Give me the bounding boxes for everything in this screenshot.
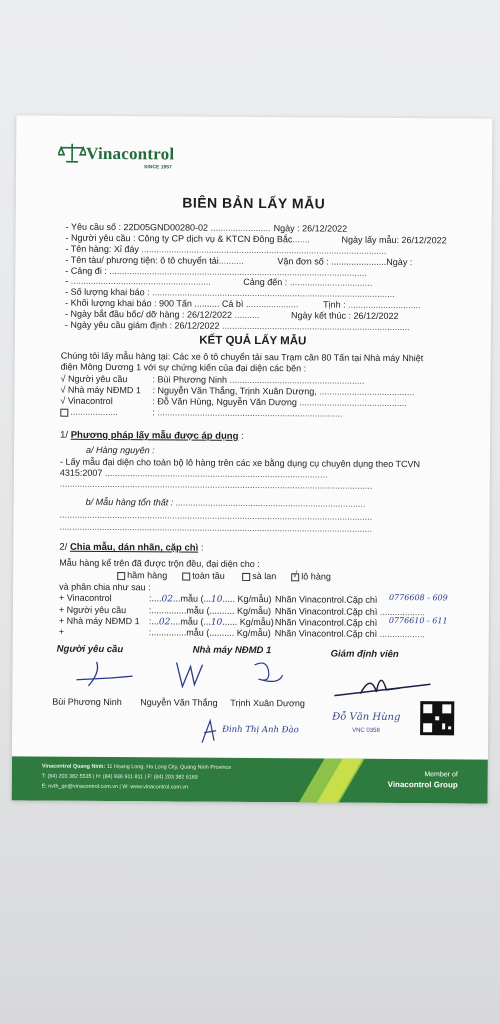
- logo-name: Vinacontrol: [86, 143, 175, 164]
- info-label: Yêu cầu số : 22D05GND00280-02: [70, 221, 209, 233]
- signature-extra-initial: [198, 717, 220, 747]
- info-label: Ngày bắt đầu bốc/ dỡ hàng : 26/12/2022: [70, 308, 233, 320]
- sig-name-factory-1: Nguyễn Văn Thắng: [140, 697, 218, 708]
- info-row: - Khối lượng khai báo : 900 Tấn .......... Cả bì .....................: [65, 297, 299, 310]
- sig-header-requester: Người yêu cầu: [56, 643, 124, 656]
- scales-logo-icon: [58, 142, 86, 164]
- info-right: Cảng đến : .................................: [243, 276, 373, 288]
- sample-seal-label: Nhãn Vinacontrol.Cặp chì ..................: [274, 628, 425, 640]
- split-options: [117, 570, 331, 582]
- sample-who: + Người yêu cầu: [58, 604, 127, 616]
- info-label: Ngày yêu cầu giám định : 26/12/2022: [70, 319, 220, 331]
- info-label: Tên tàu/ phương tiện: ô tô chuyển tải: [70, 254, 219, 266]
- vinacontrol-logo: [58, 142, 175, 171]
- method-b-label: b/ Mẫu hàng tổn thất : ............................................................................: [85, 496, 366, 509]
- party-label: ...................: [60, 407, 118, 418]
- document-sheet: [12, 115, 493, 803]
- qr-code: [420, 701, 454, 735]
- split-intro: Mẫu hàng kể trên đã được trộn đều, đại diện cho :: [59, 557, 260, 570]
- option-ham-hang: hầm hàng: [117, 570, 167, 580]
- sample-qty: :....02...mẫu (...10..... Kg/mẫu): [148, 593, 272, 605]
- split-dist: và phân chia như sau :: [59, 581, 151, 593]
- sample-who: +: [58, 626, 65, 637]
- inspector-stamp-name: Đỗ Văn Hùng: [332, 711, 401, 724]
- info-row: - Ngày bắt đầu bốc/ dỡ hàng : 26/12/2022 ..........: [64, 308, 260, 321]
- info-row: - Người yêu cầu : Công ty CP dịch vụ & KTCN Đông Bắc.......: [65, 232, 310, 245]
- sample-seal: 0776608 - 609: [389, 592, 448, 603]
- option-lo-hang: √ lô hàng: [292, 568, 331, 582]
- sample-seal-label: Nhãn Vinacontrol.Cặp chì: [274, 617, 378, 628]
- intro-line-2: điện Mông Dương 1 với sự chứng kiến của đại diện các bên :: [60, 361, 307, 374]
- sample-qty: :...02....mẫu (...10...... Kg/mẫu): [148, 616, 274, 628]
- info-row: - ........................................................: [65, 275, 211, 287]
- info-label: Khối lượng khai báo : 900 Tấn .......... Cả bì: [70, 297, 244, 309]
- sample-seal-label: Nhãn Vinacontrol.Cặp chì ..................: [274, 606, 425, 618]
- logo-since: SINCE 1957: [144, 164, 172, 171]
- info-row: - Cảng đi : .......................................................................................................: [65, 265, 367, 278]
- result-title: KẾT QUẢ LẤY MẪU: [199, 334, 307, 348]
- method-a-label: a/ Hàng nguyên :: [86, 444, 155, 456]
- dotted-line: .............................................................................................................................: [59, 521, 373, 534]
- dotted-line: .............................................................................................................................: [59, 478, 373, 491]
- signature-factory-2: [248, 657, 288, 693]
- party-value: : Nguyễn Văn Thắng, Trịnh Xuân Dương, ......................................: [152, 385, 415, 398]
- info-label: Tên hàng: Xỉ đáy: [70, 243, 139, 255]
- method-heading: 1/ Phương pháp lấy mẫu được áp dụng :: [60, 429, 244, 442]
- footer-member-of: Member of: [424, 771, 458, 779]
- signature-inspector: [330, 666, 440, 703]
- info-row: - Tên hàng: Xỉ đáy ..................................................................................................: [65, 243, 387, 256]
- info-date: Ngày lấy mẫu: 26/12/2022: [341, 234, 447, 246]
- signature-requester: [70, 658, 140, 688]
- option-sa-lan: sà lan: [242, 571, 276, 581]
- sig-header-inspector: Giám định viên: [330, 648, 399, 661]
- party-value: : Đỗ Văn Hùng, Nguyễn Văn Dương ...........................................: [152, 396, 407, 409]
- sig-header-factory: Nhà máy NĐMD 1: [192, 644, 272, 657]
- sample-who: + Nhà máy NĐMD 1: [58, 615, 140, 627]
- info-right: Ngày kết thúc : 26/12/2022: [290, 310, 399, 322]
- footer-band: [12, 756, 488, 803]
- party-label: √ Người yêu cầu: [60, 373, 128, 385]
- sample-qty: :..............mẫu (.......... Kg/mẫu): [148, 605, 272, 617]
- signature-factory-1: [172, 656, 212, 696]
- info-label: Người yêu cầu : Công ty CP dịch vụ & KTCN Đông Bắc: [71, 232, 293, 245]
- option-toan-tau: toàn tầu: [182, 571, 225, 581]
- sample-qty: :..............mẫu (.......... Kg/mẫu): [148, 627, 271, 639]
- method-a-text-1: - Lấy mẫu đại diện cho toàn bộ lô hàng trên các xe bằng dụng cụ chuyên dụng theo TCVN: [59, 456, 421, 470]
- info-row: - Ngày yêu cầu giám định : 26/12/2022 ...........................................................................: [64, 319, 410, 333]
- sample-seal: 0776610 - 611: [388, 615, 448, 626]
- sample-seal-label: Nhãn Vinacontrol.Cặp chì: [274, 594, 378, 605]
- footer-group-name: Vinacontrol Group: [387, 779, 458, 790]
- footer-company-line: Vinacontrol Quang Ninh: 11 Hoang Long, Ha Long City, Quang Ninh Province: [41, 763, 232, 771]
- sample-who: + Vinacontrol: [58, 592, 112, 604]
- handwritten-extra: Đinh Thị Anh Đào: [222, 724, 299, 736]
- split-heading: 2/ Chia mẫu, dán nhãn, cặp chì :: [59, 541, 204, 554]
- inspector-stamp-code: VNC 0358: [352, 727, 380, 734]
- info-row: - Số lượng khai báo : .................................................................................................: [65, 286, 395, 299]
- info-row: - Tên tàu/ phương tiện: ô tô chuyển tải..........: [65, 254, 244, 266]
- footer-email: E: nvth_qn@vinacontrol.com.vn | W: www.vinacontrol.com.vn: [41, 783, 189, 791]
- party-value: : ..........................................................................: [152, 407, 343, 419]
- info-label: Số lượng khai báo :: [70, 286, 150, 298]
- document-title: BIÊN BẢN LẤY MẪU: [182, 194, 326, 212]
- party-value: : Bùi Phương Ninh ......................................................: [152, 374, 365, 386]
- info-label: Cảng đi :: [70, 265, 107, 276]
- sig-name-factory-2: Trịnh Xuân Dương: [230, 697, 305, 709]
- info-row: - Yêu cầu số : 22D05GND00280-02 ........................: [65, 221, 271, 234]
- party-label: √ Vinacontrol: [60, 395, 113, 407]
- dotted-line: .............................................................................................................................: [59, 509, 373, 522]
- intro-line-1: Chúng tôi lấy mẫu hàng tại: Các xe ô tô chuyển tải sau Trạm cân 80 Tấn tại Nhà máy Nhiệt: [60, 350, 424, 364]
- footer-phone: T: (84) 203 382 5535 | H: (84) 936 911 811 | F: (84) 203 382 6169: [41, 773, 198, 781]
- party-label: √ Nhà máy NĐMD 1: [60, 384, 141, 396]
- method-a-text-2: 4315:2007 .........................................................................................: [59, 467, 328, 480]
- info-right: Tịnh : .............................: [323, 299, 421, 311]
- info-date: Ngày : 26/12/2022: [273, 223, 348, 234]
- info-right: Vận đơn số : ......................Ngày :: [277, 256, 413, 268]
- sig-name-requester: Bùi Phương Ninh: [52, 696, 122, 708]
